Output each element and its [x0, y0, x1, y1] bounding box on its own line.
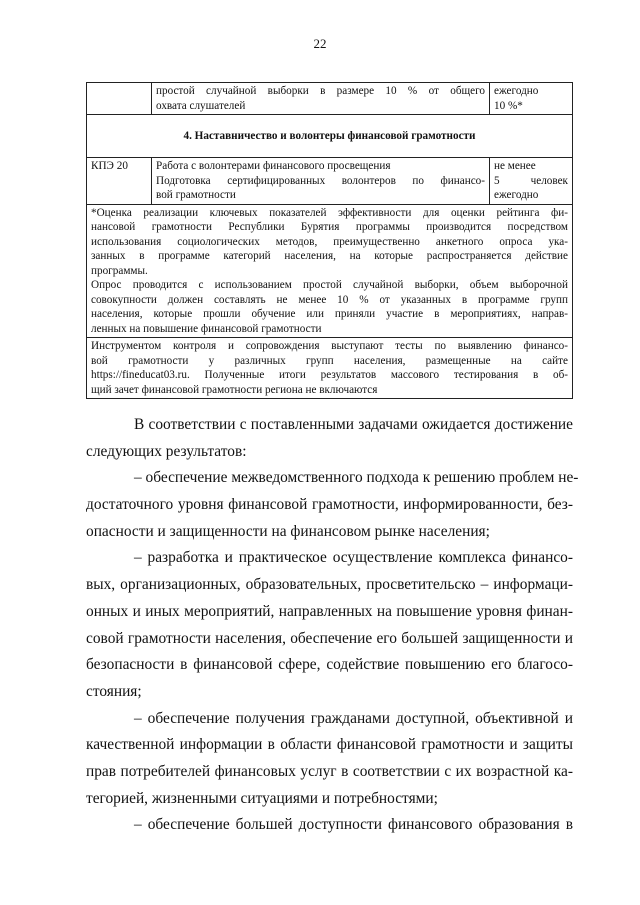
table-row [87, 83, 573, 115]
table-cell-description [152, 83, 490, 115]
paragraph [86, 706, 573, 813]
body-text [86, 412, 579, 839]
text-line: – обеспечение межведомственного подхода к решению проблем не- [134, 469, 579, 487]
text-line: 10 %* [494, 99, 523, 112]
table-cell-description [152, 158, 490, 205]
text-line: совой грамотности населения, обеспечение его большей защищенности и [86, 629, 573, 647]
text-line: населения, которые прошли обучение или приняли участие в мероприятиях, направ- [91, 308, 568, 320]
text-line: В соответствии с поставленными задачами ожидается достижение [134, 416, 573, 433]
table-row [87, 115, 573, 158]
table-cell-code: КПЭ 20 [87, 158, 152, 205]
text-line: щий зачет финансовой грамотности региона не включаются [91, 383, 378, 396]
text-line: ленных на повышение финансовой грамотности [91, 322, 322, 335]
kpi-table [86, 82, 573, 399]
paragraph [86, 465, 579, 545]
text-line: – обеспечение получения гражданами доступной, объективной и [134, 709, 573, 727]
text-line: нансовой грамотности Республики Бурятия программы производится посредством [91, 221, 568, 233]
text-line: охвата слушателей [156, 99, 246, 112]
table-row [87, 204, 573, 338]
text-line: опасности и защищенности на финансовом рынке населения; [86, 522, 490, 540]
text-line: простой случайной выборки в размере 10 % от общего [156, 85, 485, 97]
text-line: вой грамотности у различных групп населения, размещенные на сайте [91, 354, 568, 367]
text-line: достаточного уровня финансовой грамотности, информированности, без- [86, 496, 573, 514]
text-line: не менее [494, 160, 536, 172]
table-cell-code [87, 83, 152, 115]
paragraph [86, 412, 573, 465]
text-line: Подготовка сертифицированных волонтеров по финансо- [156, 174, 485, 187]
text-line: безопасности в финансовой сфере, содействие повышению его благосо- [86, 656, 573, 674]
paragraph [86, 812, 573, 839]
text-line: ежегодно [494, 189, 539, 201]
table-row [87, 158, 573, 205]
text-line: вых, организационных, образовательных, просветительско – информаци- [86, 576, 573, 594]
text-line: Опрос проводится с использованием простой случайной выборки, объем выборочной [91, 279, 568, 291]
text-line: качественной информации в области финансовой грамотности и защиты [86, 736, 573, 754]
table-note [87, 338, 573, 399]
text-line: занных в программе категорий населения, на которые распространяется действие [91, 250, 568, 262]
text-line: использования социологических методов, преимущественно анкетного опроса ука- [91, 235, 568, 248]
section-heading: 4. Наставничество и волонтеры финансовой грамотности [87, 115, 573, 158]
text-line: *Оценка реализации ключевых показателей эффективности для оценки рейтинга фи- [91, 206, 568, 219]
text-line: https://fineducat03.ru. Полученные итоги результатов массового тестирования в об- [91, 369, 568, 381]
text-line: ежегодно [494, 85, 539, 97]
table-cell-value [490, 83, 573, 115]
text-line: прав потребителей финансовых услуг в соответствии с их возрастной ка- [86, 762, 573, 780]
paragraph [86, 545, 573, 705]
text-line: онных и иных мероприятий, направленных на повышение уровня финан- [86, 602, 573, 620]
table-cell-value [490, 158, 573, 205]
text-line: стояния; [86, 682, 142, 700]
text-line: – разработка и практическое осуществление комплекса финансо- [134, 549, 573, 567]
text-line: Инструментом контроля и сопровождения выступают тесты по выявлению финансо- [91, 340, 568, 352]
text-line: следующих результатов: [86, 442, 247, 460]
text-line: программы. [91, 264, 148, 277]
table-row [87, 338, 573, 399]
page-number: 22 [313, 36, 327, 51]
text-line: – обеспечение большей доступности финансового образования в [134, 816, 573, 834]
text-line: совокупности должен составлять не менее 10 % от указанных в программе групп [91, 293, 568, 306]
text-line: тегорией, жизненными ситуациями и потребностями; [86, 789, 438, 807]
text-line: Работа с волонтерами финансового просвещения [156, 160, 391, 172]
text-line: 5 человек [494, 174, 568, 187]
table-note [87, 204, 573, 338]
text-line: вой грамотности [156, 189, 236, 201]
